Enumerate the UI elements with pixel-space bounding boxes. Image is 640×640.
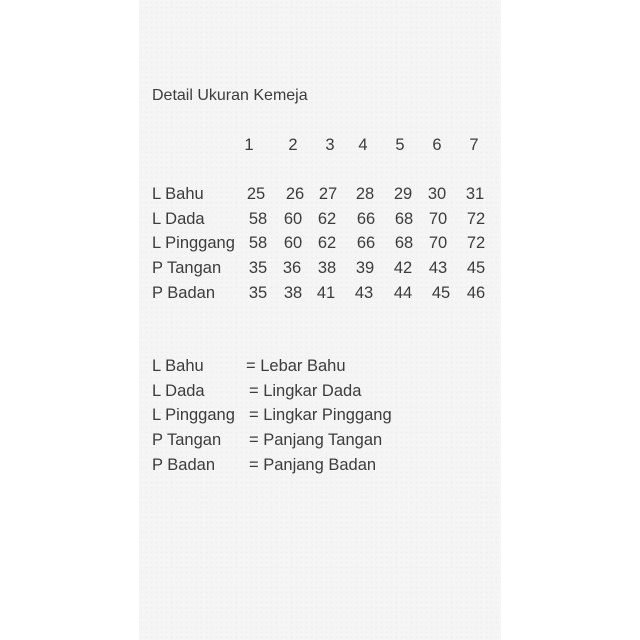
row-label: L Pinggang	[152, 234, 235, 252]
column-header-2: 2	[288, 136, 298, 154]
table-cell: 35	[248, 284, 268, 302]
table-cell: 68	[394, 210, 414, 228]
table-cell: 60	[283, 234, 303, 252]
table-cell: 68	[394, 234, 414, 252]
table-cell: 38	[317, 259, 337, 277]
table-cell: 28	[355, 185, 375, 203]
table-cell: 44	[393, 284, 413, 302]
column-header-7: 7	[469, 136, 479, 154]
legend-definition: = Panjang Tangan	[249, 431, 383, 449]
row-label: P Badan	[152, 284, 216, 302]
document-title: Detail Ukuran Kemeja	[152, 87, 308, 104]
table-cell: 66	[356, 234, 376, 252]
table-cell: 30	[427, 185, 447, 203]
table-cell: 45	[431, 284, 451, 302]
row-label: L Bahu	[152, 185, 204, 203]
table-cell: 46	[466, 284, 486, 302]
table-cell: 72	[466, 234, 486, 252]
table-cell: 45	[466, 259, 486, 277]
column-header-3: 3	[325, 136, 335, 154]
table-cell: 25	[246, 185, 266, 203]
table-cell: 58	[248, 210, 268, 228]
table-cell: 42	[393, 259, 413, 277]
note-page	[139, 0, 501, 640]
column-header-6: 6	[432, 136, 442, 154]
table-cell: 31	[465, 185, 485, 203]
table-cell: 35	[248, 259, 268, 277]
table-cell: 60	[283, 210, 303, 228]
table-cell: 70	[428, 234, 448, 252]
table-cell: 27	[318, 185, 338, 203]
column-header-1: 1	[244, 136, 254, 154]
row-label: L Dada	[152, 210, 205, 228]
table-cell: 26	[285, 185, 305, 203]
table-cell: 62	[317, 210, 337, 228]
legend-abbreviation: L Dada	[152, 382, 205, 400]
legend-abbreviation: P Badan	[152, 456, 216, 474]
legend-abbreviation: L Bahu	[152, 357, 204, 375]
legend-definition: = Lingkar Dada	[249, 382, 362, 400]
table-cell: 38	[283, 284, 303, 302]
legend-definition: = Lebar Bahu	[246, 357, 346, 375]
legend-abbreviation: P Tangan	[152, 431, 222, 449]
table-cell: 62	[317, 234, 337, 252]
legend-definition: = Lingkar Pinggang	[249, 406, 392, 424]
row-label: P Tangan	[152, 259, 222, 277]
table-cell: 39	[355, 259, 375, 277]
table-cell: 66	[356, 210, 376, 228]
table-cell: 41	[316, 284, 336, 302]
legend-abbreviation: L Pinggang	[152, 406, 235, 424]
table-cell: 72	[466, 210, 486, 228]
column-header-4: 4	[358, 136, 368, 154]
table-cell: 29	[393, 185, 413, 203]
table-cell: 36	[282, 259, 302, 277]
table-cell: 43	[428, 259, 448, 277]
table-cell: 58	[248, 234, 268, 252]
table-cell: 70	[428, 210, 448, 228]
table-cell: 43	[354, 284, 374, 302]
legend-definition: = Panjang Badan	[249, 456, 377, 474]
column-header-5: 5	[395, 136, 405, 154]
